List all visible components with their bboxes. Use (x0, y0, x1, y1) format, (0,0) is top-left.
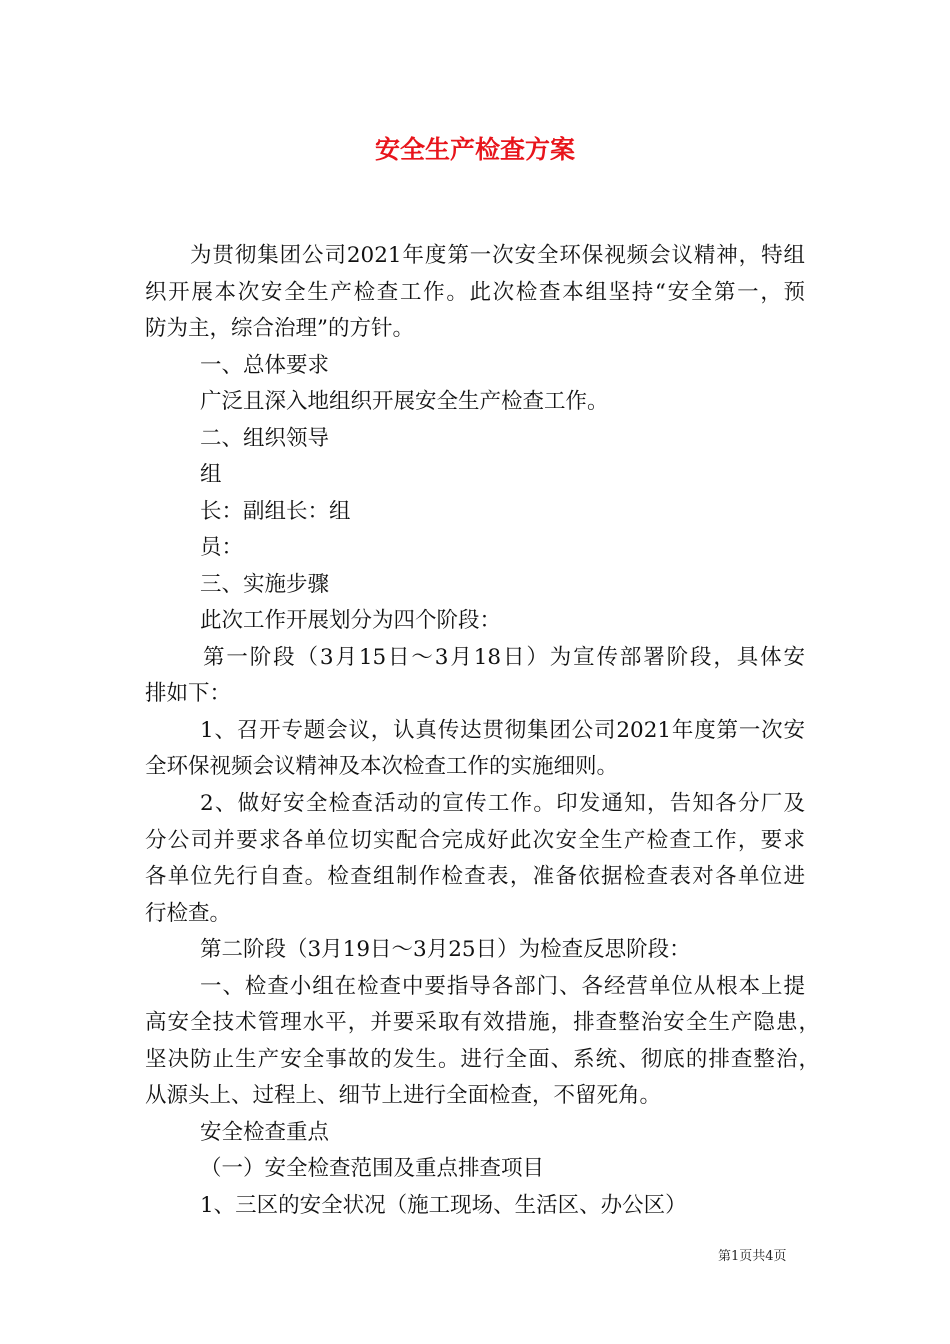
text-line: 员： (200, 535, 244, 561)
document-title: 安全生产检查方案 (374, 135, 575, 164)
section-heading: 二、组织领导 (200, 425, 330, 451)
text-line: 1、三区的安全状况（施工现场、生活区、办公区） (200, 1192, 687, 1218)
section-heading: 安全检查重点 (200, 1119, 330, 1145)
section-heading: 一、总体要求 (200, 352, 330, 378)
text-line: 排如下： (145, 681, 232, 707)
text-line: 第一阶段（3月15日～3月18日）为宣传部署阶段，具体安 (203, 644, 805, 670)
text-line: 防为主，综合治理”的方针。 (145, 316, 414, 342)
text-line: 高安全技术管理水平，并要采取有效措施，排查整治安全生产隐患， (145, 1010, 820, 1036)
text-line: 1、召开专题会议，认真传达贯彻集团公司2021年度第一次安 (200, 717, 805, 743)
text-line: 一、检查小组在检查中要指导各部门、各经营单位从根本上提 (200, 973, 805, 999)
text-line: 为贯彻集团公司2021年度第一次安全环保视频会议精神，特组 (190, 243, 805, 268)
text-line: 坚决防止生产安全事故的发生。进行全面、系统、彻底的排查整治， (145, 1046, 820, 1072)
text-line: 2、做好安全检查活动的宣传工作。印发通知，告知各分厂及 (200, 790, 805, 816)
text-line: 行检查。 (145, 900, 232, 926)
text-line: 从源头上、过程上、细节上进行全面检查，不留死角。 (145, 1083, 662, 1109)
text-line: 广泛且深入地组织开展安全生产检查工作。 (200, 389, 609, 415)
text-line: 织开展本次安全生产检查工作。此次检查本组坚持“安全第一，预 (145, 279, 805, 305)
text-line: 组 (200, 462, 222, 488)
text-line: 各单位先行自查。检查组制作检查表，准备依据检查表对各单位进 (145, 864, 805, 890)
text-line: 全环保视频会议精神及本次检查工作的实施细则。 (145, 754, 619, 780)
text-line: 分公司并要求各单位切实配合完成好此次安全生产检查工作，要求 (145, 827, 805, 853)
text-line: 此次工作开展划分为四个阶段： (200, 608, 502, 634)
text-line: 长：副组长：组 (200, 498, 351, 524)
document-body (145, 238, 820, 1224)
text-line: （一）安全检查范围及重点排查项目 (200, 1156, 545, 1182)
text-line: 第二阶段（3月19日～3月25日）为检查反思阶段： (200, 937, 691, 963)
section-heading: 三、实施步骤 (200, 571, 330, 597)
page-number: 第1页共4页 (718, 1249, 787, 1264)
